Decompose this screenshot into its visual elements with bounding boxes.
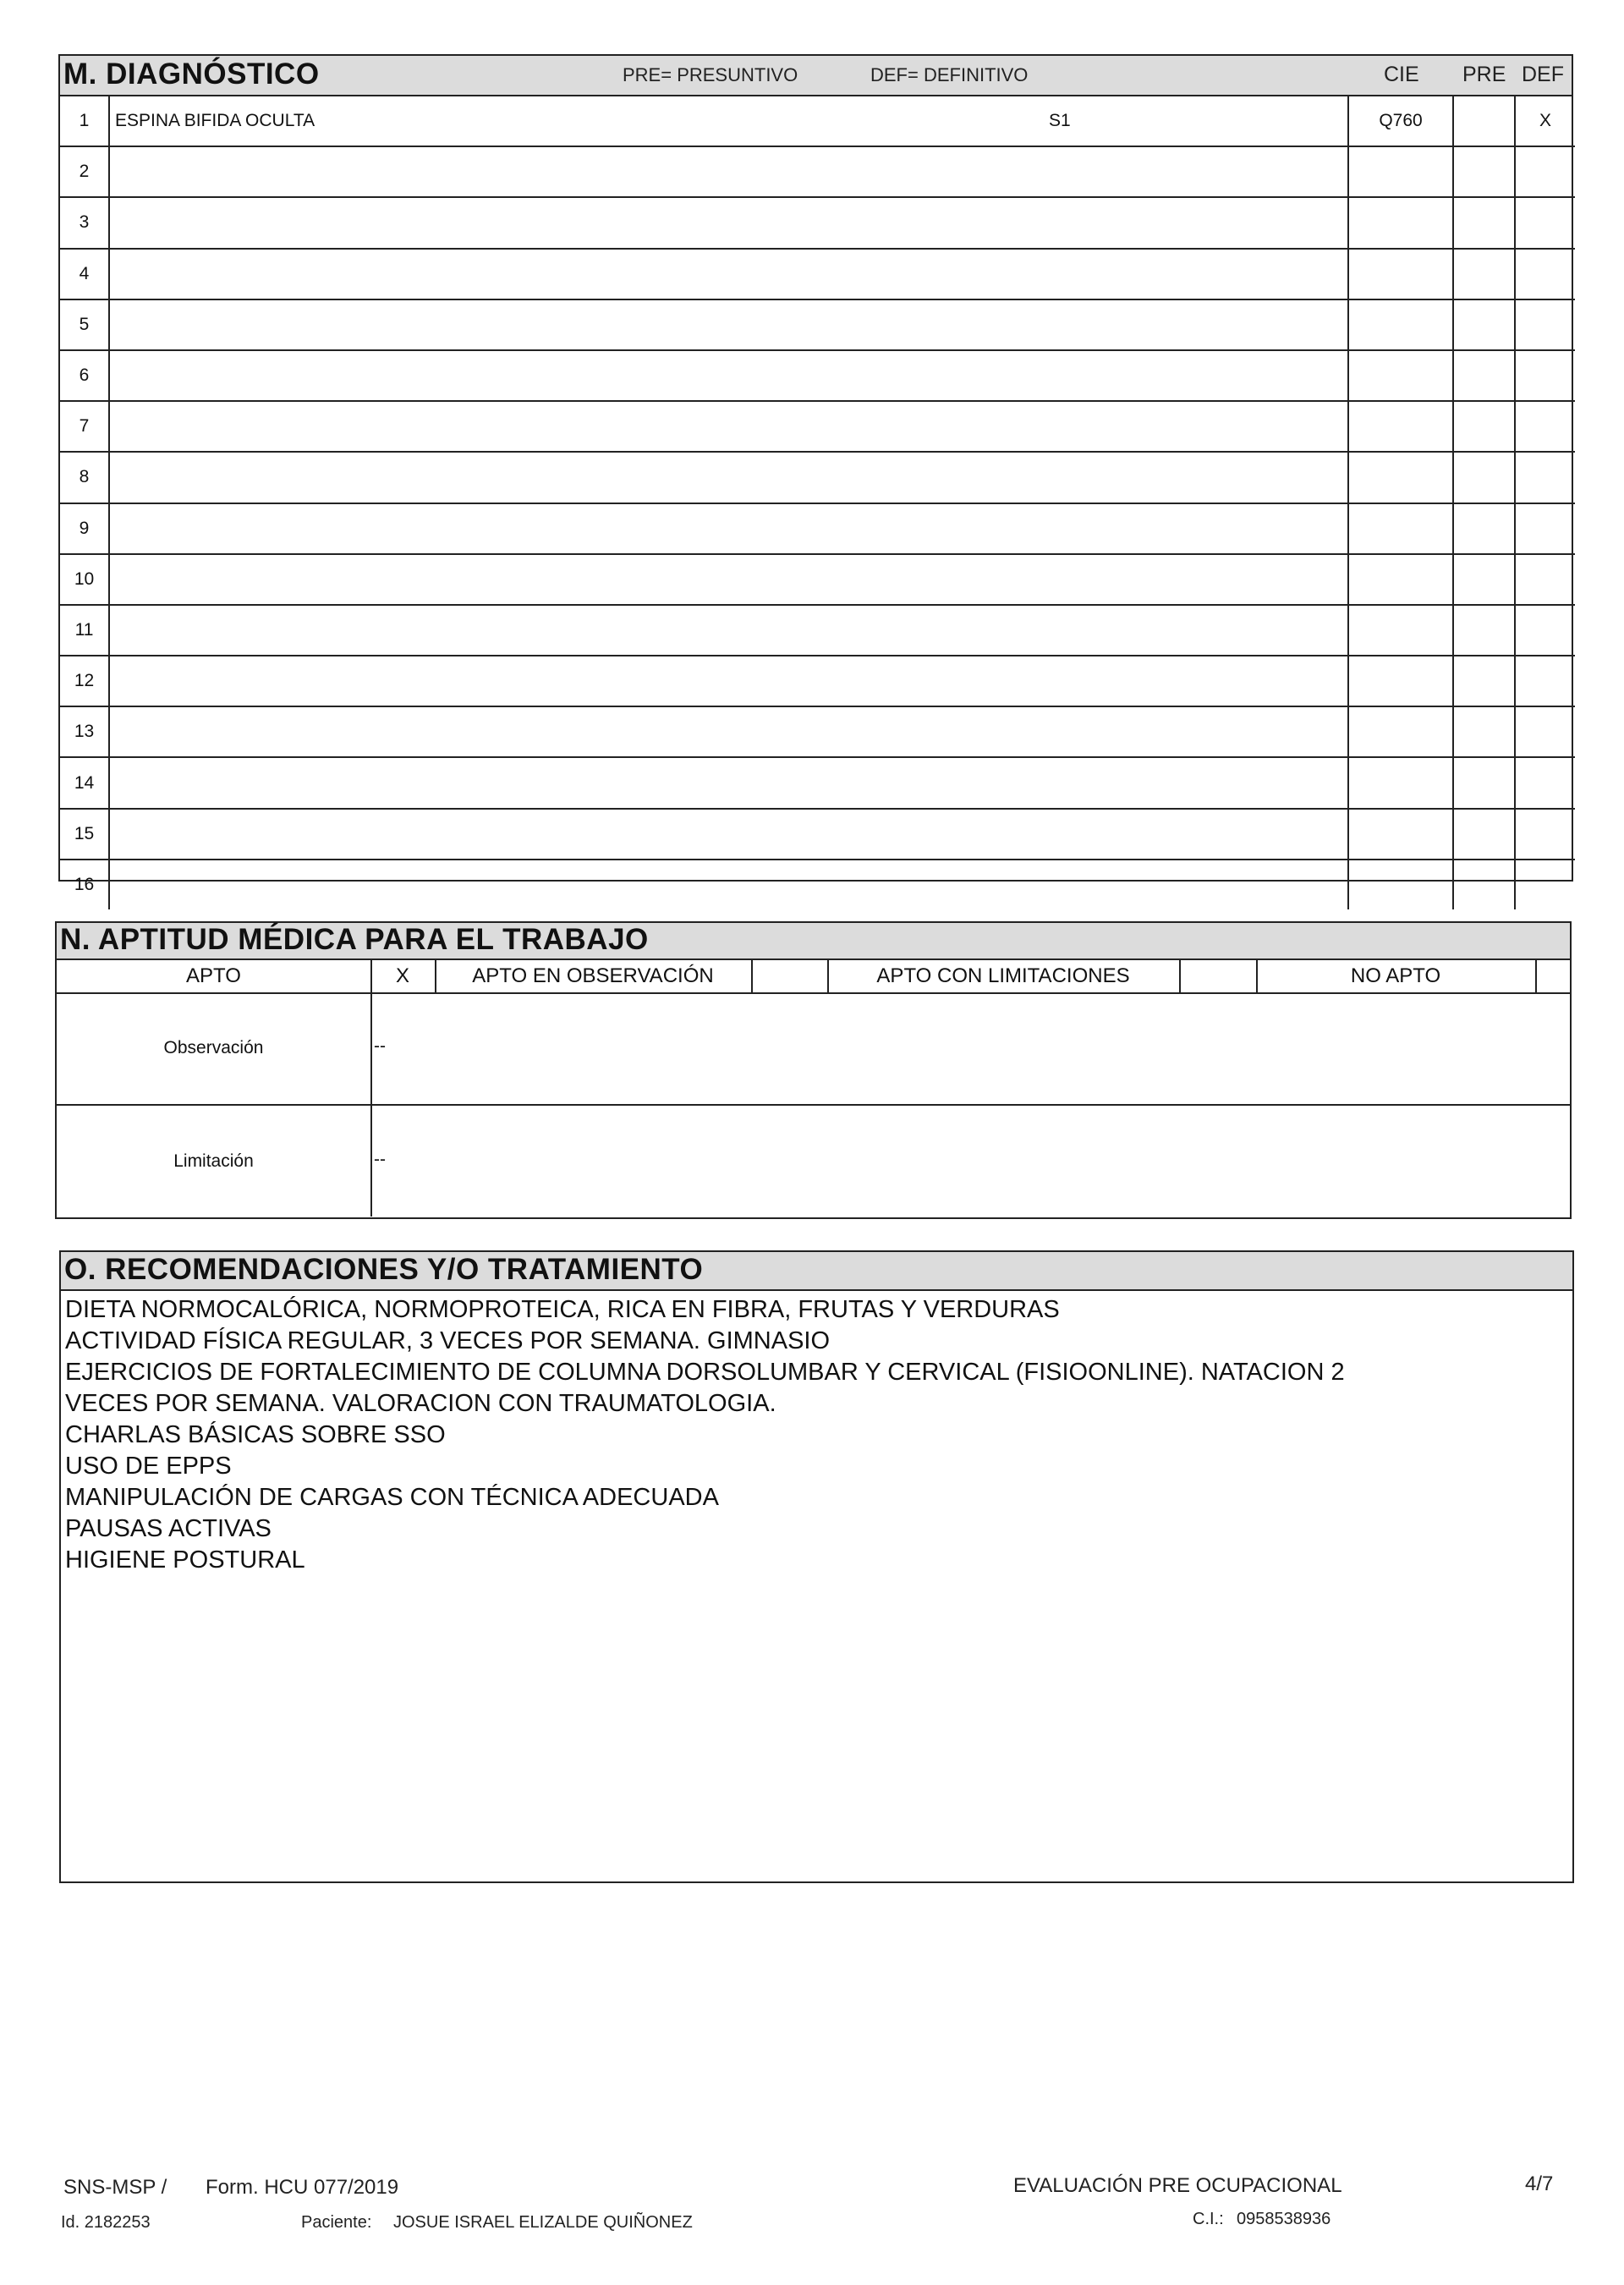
diag-row-number[interactable]: 9 (60, 503, 109, 554)
diag-def-mark[interactable] (1515, 860, 1575, 909)
footer-form: Form. HCU 077/2019 (206, 2176, 399, 2199)
diag-pre-mark[interactable] (1453, 299, 1515, 350)
diag-cie-code[interactable] (1348, 146, 1453, 197)
diag-row-number[interactable]: 6 (60, 350, 109, 401)
diag-cie-code[interactable] (1348, 249, 1453, 299)
observacion-label: Observación (163, 1038, 264, 1057)
footer-doc-title: EVALUACIÓN PRE OCUPACIONAL (1013, 2174, 1342, 2197)
diag-cie-code[interactable] (1348, 299, 1453, 350)
footer-id: Id. 2182253 (61, 2213, 151, 2232)
diag-description-cell[interactable] (109, 860, 1348, 909)
diag-pre-mark[interactable] (1453, 809, 1515, 860)
limitacion-value[interactable]: -- (374, 1150, 386, 1169)
diagnostico-row (60, 656, 1575, 706)
diag-description-cell[interactable] (109, 605, 1348, 656)
diag-row-number[interactable]: 10 (60, 554, 109, 605)
diag-row-number[interactable]: 13 (60, 706, 109, 757)
def-note: DEF= DEFINITIVO (870, 64, 1029, 85)
diagnostico-header (60, 56, 1572, 96)
diag-def-mark[interactable] (1515, 605, 1575, 656)
diag-def-mark[interactable] (1515, 452, 1575, 503)
recomendacion-line: USO DE EPPS (65, 1453, 232, 1480)
diagnostico-row (60, 860, 1575, 909)
diagnostico-row (60, 299, 1575, 350)
pre-note: PRE= PRESUNTIVO (623, 64, 798, 85)
diag-def-mark[interactable] (1515, 656, 1575, 706)
diag-row-number[interactable]: 5 (60, 299, 109, 350)
diag-def-mark[interactable] (1515, 809, 1575, 860)
diag-row-number[interactable]: 15 (60, 809, 109, 860)
diag-def-mark[interactable] (1515, 706, 1575, 757)
recomendaciones-section (59, 1250, 1574, 1883)
diagnostico-section (58, 54, 1573, 894)
diag-description-cell[interactable] (109, 197, 1348, 248)
diag-row-number[interactable]: 8 (60, 452, 109, 503)
diag-description-cell[interactable] (109, 96, 1348, 146)
apto-limitaciones-checkbox[interactable] (1179, 960, 1258, 992)
col-cie-header: CIE (1384, 63, 1419, 86)
diag-def-mark[interactable] (1515, 503, 1575, 554)
diag-def-mark[interactable] (1515, 146, 1575, 197)
diag-row-number[interactable]: 3 (60, 197, 109, 248)
diag-pre-mark[interactable] (1453, 249, 1515, 299)
diag-description-cell[interactable] (109, 809, 1348, 860)
diag-cie-code[interactable] (1348, 860, 1453, 909)
diag-cie-code[interactable] (1348, 452, 1453, 503)
diag-def-mark[interactable] (1515, 401, 1575, 452)
limitacion-label-cell (57, 1106, 372, 1217)
diag-row-number[interactable]: 14 (60, 757, 109, 808)
diag-description-cell[interactable] (109, 503, 1348, 554)
diag-detail: S1 (1049, 111, 1071, 131)
aptitud-header (57, 923, 1570, 960)
recomendacion-line: VECES POR SEMANA. VALORACION CON TRAUMATOLOGIA. (65, 1390, 776, 1417)
diag-row-number[interactable]: 4 (60, 249, 109, 299)
diag-cie-code[interactable] (1348, 656, 1453, 706)
diag-cie-code[interactable] (1348, 350, 1453, 401)
diagnostico-row (60, 197, 1575, 248)
diagnostico-row (60, 350, 1575, 401)
diag-pre-mark[interactable] (1453, 96, 1515, 146)
aptitud-title: N. APTITUD MÉDICA PARA EL TRABAJO (60, 923, 649, 956)
footer-patient-name: JOSUE ISRAEL ELIZALDE QUIÑONEZ (393, 2213, 693, 2232)
col-def-header: DEF (1522, 63, 1564, 86)
diag-description-cell[interactable] (109, 299, 1348, 350)
apto-label: APTO (57, 960, 372, 992)
footer-patient-label: Paciente: (301, 2213, 372, 2232)
diagnostico-row (60, 96, 1575, 146)
diag-pre-mark[interactable] (1453, 350, 1515, 401)
recomendaciones-title: O. RECOMENDACIONES Y/O TRATAMIENTO (64, 1253, 704, 1286)
diagnostico-title: M. DIAGNÓSTICO (63, 58, 320, 91)
aptitud-options-row (57, 960, 1570, 994)
recomendaciones-header (61, 1252, 1572, 1291)
diag-row-number[interactable]: 1 (60, 96, 109, 146)
footer-ci-label: C.I.: (1193, 2210, 1224, 2228)
col-pre-header: PRE (1462, 63, 1506, 86)
diag-description-cell[interactable] (109, 706, 1348, 757)
diagnostico-table (60, 96, 1575, 909)
diag-def-mark[interactable]: X (1515, 96, 1575, 146)
aptitud-section (55, 921, 1572, 1219)
no-apto-label: NO APTO (1256, 960, 1537, 992)
diag-description-cell[interactable] (109, 249, 1348, 299)
limitacion-row (57, 1106, 1570, 1217)
apto-observacion-checkbox[interactable] (751, 960, 829, 992)
diag-pre-mark[interactable] (1453, 656, 1515, 706)
diag-cie-code[interactable]: Q760 (1348, 96, 1453, 146)
diagnostico-row (60, 605, 1575, 656)
apto-checkbox[interactable]: X (370, 960, 436, 992)
diag-pre-mark[interactable] (1453, 503, 1515, 554)
recomendaciones-text (65, 1294, 1345, 1576)
diag-description-cell[interactable] (109, 554, 1348, 605)
diag-def-mark[interactable] (1515, 554, 1575, 605)
diag-row-number[interactable]: 16 (60, 860, 109, 909)
diag-def-mark[interactable] (1515, 299, 1575, 350)
recomendacion-line: ACTIVIDAD FÍSICA REGULAR, 3 VECES POR SEMANA. GIMNASIO (65, 1327, 831, 1354)
diag-cie-code[interactable] (1348, 503, 1453, 554)
diagnostico-row (60, 249, 1575, 299)
diag-pre-mark[interactable] (1453, 605, 1515, 656)
observacion-label-cell (57, 992, 372, 1104)
diag-cie-code[interactable] (1348, 197, 1453, 248)
diagnostico-row (60, 452, 1575, 503)
diag-cie-code[interactable] (1348, 605, 1453, 656)
no-apto-checkbox[interactable] (1535, 960, 1571, 992)
diagnostico-row (60, 809, 1575, 860)
diag-description-cell[interactable] (109, 350, 1348, 401)
recomendacion-line: MANIPULACIÓN DE CARGAS CON TÉCNICA ADECUADA (65, 1484, 719, 1511)
diag-pre-mark[interactable] (1453, 452, 1515, 503)
diag-pre-mark[interactable] (1453, 860, 1515, 909)
diag-cie-code[interactable] (1348, 554, 1453, 605)
observacion-value[interactable]: -- (374, 1036, 386, 1056)
diag-def-mark[interactable] (1515, 249, 1575, 299)
diag-row-number[interactable]: 11 (60, 605, 109, 656)
diagnostico-row (60, 146, 1575, 197)
diag-pre-mark[interactable] (1453, 554, 1515, 605)
recomendacion-line: HIGIENE POSTURAL (65, 1546, 305, 1574)
diag-pre-mark[interactable] (1453, 146, 1515, 197)
diag-row-number[interactable]: 12 (60, 656, 109, 706)
diag-cie-code[interactable] (1348, 706, 1453, 757)
diag-def-mark[interactable] (1515, 757, 1575, 808)
diagnostico-row (60, 706, 1575, 757)
diag-description-cell[interactable] (109, 401, 1348, 452)
diagnostico-row (60, 401, 1575, 452)
diag-cie-code[interactable] (1348, 757, 1453, 808)
diagnostico-row (60, 757, 1575, 808)
recomendacion-line: CHARLAS BÁSICAS SOBRE SSO (65, 1421, 446, 1448)
limitacion-label: Limitación (173, 1151, 254, 1171)
diag-description-cell[interactable] (109, 146, 1348, 197)
diag-description: ESPINA BIFIDA OCULTA (115, 111, 315, 131)
diag-cie-code[interactable] (1348, 809, 1453, 860)
diag-cie-code[interactable] (1348, 401, 1453, 452)
diag-def-mark[interactable] (1515, 197, 1575, 248)
recomendacion-line: PAUSAS ACTIVAS (65, 1515, 272, 1542)
diag-pre-mark[interactable] (1453, 706, 1515, 757)
diag-row-number[interactable]: 7 (60, 401, 109, 452)
diag-description-cell[interactable] (109, 757, 1348, 808)
footer-ci-value: 0958538936 (1237, 2210, 1331, 2228)
diagnostico-row (60, 554, 1575, 605)
diag-description-cell[interactable] (109, 452, 1348, 503)
diag-row-number[interactable]: 2 (60, 146, 109, 197)
footer-org: SNS-MSP / (63, 2176, 167, 2199)
footer-page-number: 4/7 (1525, 2172, 1554, 2195)
diag-def-mark[interactable] (1515, 350, 1575, 401)
diag-pre-mark[interactable] (1453, 401, 1515, 452)
recomendacion-line: EJERCICIOS DE FORTALECIMIENTO DE COLUMNA DORSOLUMBAR Y CERVICAL (FISIOONLINE). NATACION 2 (65, 1359, 1345, 1386)
diag-pre-mark[interactable] (1453, 757, 1515, 808)
diag-description-cell[interactable] (109, 656, 1348, 706)
apto-observacion-label: APTO EN OBSERVACIÓN (435, 960, 753, 992)
diagnostico-row (60, 503, 1575, 554)
apto-limitaciones-label: APTO CON LIMITACIONES (827, 960, 1181, 992)
observacion-row (57, 992, 1570, 1106)
diag-pre-mark[interactable] (1453, 197, 1515, 248)
recomendacion-line: DIETA NORMOCALÓRICA, NORMOPROTEICA, RICA EN FIBRA, FRUTAS Y VERDURAS (65, 1296, 1060, 1323)
